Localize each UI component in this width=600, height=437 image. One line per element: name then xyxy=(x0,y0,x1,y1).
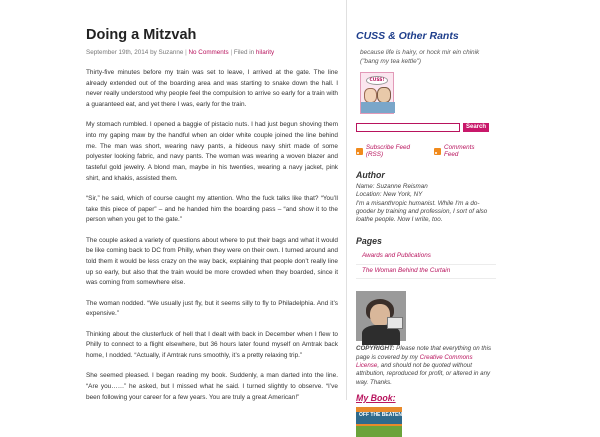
author-name: Name: Suzanne Reisman xyxy=(356,183,428,190)
comments-feed-link[interactable] xyxy=(434,144,490,158)
book-cover-image[interactable] xyxy=(356,407,402,437)
author-section xyxy=(356,170,496,224)
logo-base xyxy=(361,102,395,113)
copyright-text-before: Please note that everything on this page is covered by my xyxy=(356,345,492,361)
blog-title[interactable]: CUSS & Other Rants xyxy=(356,30,459,42)
copyright-notice xyxy=(356,345,496,386)
column-divider xyxy=(346,0,347,400)
search-button[interactable]: Search xyxy=(463,123,489,132)
comments-link[interactable]: No Comments xyxy=(188,49,229,56)
book-cover-text: OFF THE BEATEN xyxy=(359,411,402,418)
logo-figure-right xyxy=(377,87,391,103)
subscribe-feed-label: Subscribe Feed (RSS) xyxy=(365,144,411,158)
author-bio: I'm a misanthropic humanist. While I'm a do-gooder by training and profession, I sort of also loathe people. Now I write, too. xyxy=(356,199,488,224)
filed-in-label: Filed in xyxy=(233,49,255,56)
blog-tagline: because life is hairy, or hock mir ein chinik ("bang my tea kettle") xyxy=(360,49,480,65)
author-location: Location: New York, NY xyxy=(356,191,423,199)
post-paragraph: My stomach rumbled. I opened a baggie of pistacio nuts. I had just begun shoving them into my gaping maw by the handful when an older white couple joined the line behind me. The man was short, wearing navy pants, a hideous navy shirt made of some polyester looking fabric, and navy pants. The woman was wearing a woven blazer and tasteful gold jewelry. A blond man, maybe in his twenties, wearing a navy jacket, pink shirt, and khakis, assisted them. xyxy=(86,121,338,182)
search-form xyxy=(356,123,496,132)
author-info xyxy=(356,183,496,224)
post-paragraph: Thinking about the clusterfuck of hell that I dealt with back in December when I flew to Philly to connect to a flight elsewhere, but 36 hours later found myself on Amtrak back home, I nodded. “Actually, if Amtrak runs smoothly, it’s a pretty relaxing trip.” xyxy=(86,330,338,359)
pages-list xyxy=(356,250,496,279)
post-paragraph: The woman nodded. “We usually just fly, but it seems silly to fly to Philadelphia. And it’s expensive.” xyxy=(86,299,338,318)
subscribe-feed-link[interactable] xyxy=(356,144,428,158)
post-date: September 19th, 2014 by Suzanne xyxy=(86,49,184,56)
cuss-logo-image[interactable] xyxy=(360,72,394,114)
logo-figure-left xyxy=(364,88,377,103)
meta-separator: | xyxy=(230,49,234,56)
page-link-awards[interactable]: Awards and Publications xyxy=(356,250,496,265)
author-heading: Author xyxy=(356,170,385,180)
post-paragraph: She seemed pleased. I began reading my book. Suddenly, a man darted into the line. “Are you……” he asked, but I missed what he said. I turned slightly to observe. “I’ve been following your career for a few years. You are truly a great American!” xyxy=(86,372,338,401)
feed-links xyxy=(356,144,496,158)
my-book-heading[interactable]: My Book: xyxy=(356,392,396,403)
rss-icon xyxy=(356,148,363,155)
post-paragraph: Thirty-five minutes before my train was set to leave, I arrived at the gate. The line already extended out of the boarding area and was starting to snake down the hall. I never really understood why people feel the compulsion to arrive so early for a train with a guaranteed eat, and yet there I was, early for the train. xyxy=(86,69,338,109)
post-meta xyxy=(86,48,338,57)
rss-icon xyxy=(434,148,441,155)
post-body xyxy=(86,68,338,403)
meta-separator: | xyxy=(185,49,189,56)
comments-feed-label: Comments Feed xyxy=(444,144,475,158)
post-paragraph: “Sir,” he said, which of course caught my attention. Who the fuck talks like that? “You’ll take this piece of paper” – and he handed him the boarding pass – “and show it to the person when you get to the gate.” xyxy=(86,195,338,224)
category-link[interactable]: hilarity xyxy=(255,49,275,56)
copyright-text-after: , and should not be quoted without attribution, reproduced for profit, or altered in any way. Thanks. xyxy=(356,362,491,386)
pages-section xyxy=(356,236,496,279)
post-title[interactable]: Doing a Mitzvah xyxy=(86,27,197,43)
sidebar xyxy=(356,30,496,437)
creative-commons-link[interactable]: Creative Commons License xyxy=(356,353,473,370)
search-input[interactable] xyxy=(356,123,460,132)
logo-speech-bubble: CUSS! xyxy=(366,76,388,85)
copyright-label: COPYRIGHT: xyxy=(356,345,395,353)
book-cover-bottom xyxy=(356,426,402,437)
photo-sign xyxy=(387,317,403,329)
author-photo xyxy=(356,291,406,341)
main-content xyxy=(86,26,338,413)
pages-heading: Pages xyxy=(356,236,382,247)
post-paragraph: The couple asked a variety of questions about where to put their bags and what it would be like coming back to DC from Philly, when they were on their own. I turned around and told them it would be less crazy on the way back, explaining that people don’t really line up so early, but also that the train would be more crowded when they boarded, since it was coming from somewhere else. xyxy=(86,236,338,287)
page-link-woman-behind-curtain[interactable]: The Woman Behind the Curtain xyxy=(356,265,496,280)
